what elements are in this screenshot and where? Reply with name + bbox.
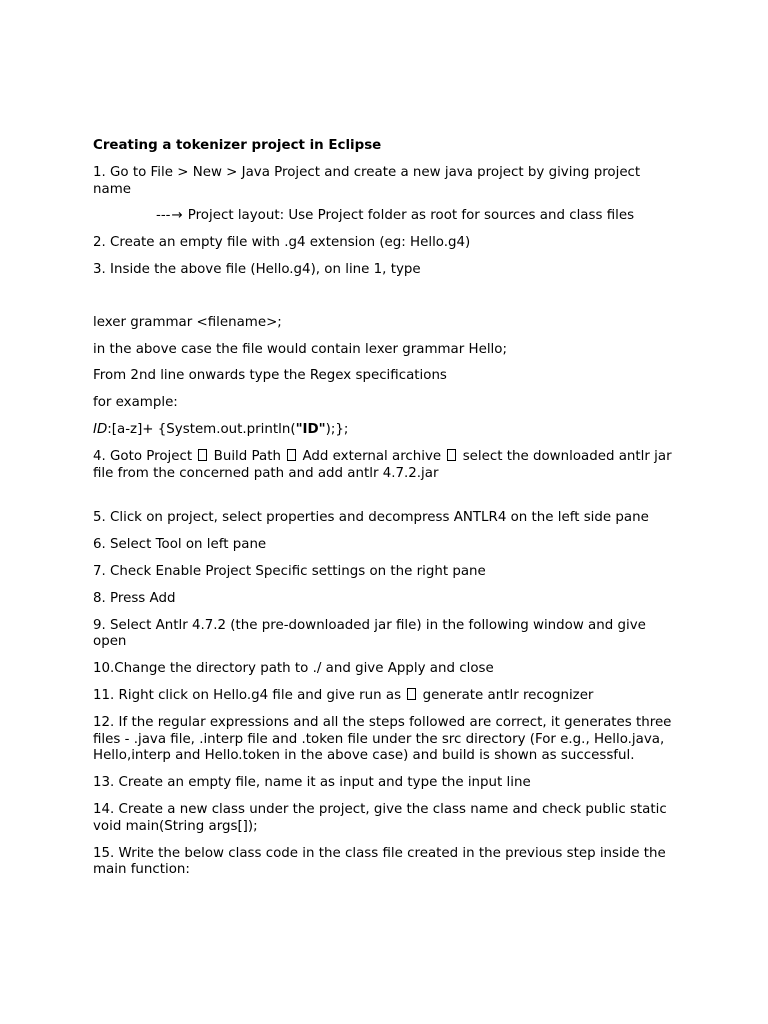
lexer-line: lexer grammar <filename>;	[93, 314, 282, 330]
step-1-sub	[93, 208, 678, 225]
step-4-part-d: select the downloaded antlr jar file from the concerned path and add antlr 4.7.2.jar	[93, 448, 672, 481]
arrow-right-icon: →	[171, 208, 183, 224]
step-11	[93, 688, 678, 705]
step-1: 1. Go to File > New > Java Project and create a new java project by giving project name	[93, 164, 641, 197]
step-12: 12. If the regular expressions and all the steps followed are correct, it generates three files - .java file, .interp file and .token file under the src directory (For e.g., Hello.java, Hello,interp and Hello.token in the above case) and build is shown as successful.	[93, 714, 672, 764]
step-9: 9. Select Antlr 4.7.2 (the pre-downloaded jar file) in the following window and give open	[93, 617, 646, 650]
step-4-part-b: Build Path	[213, 448, 281, 464]
missing-glyph-icon	[198, 449, 207, 461]
document-page	[93, 138, 678, 889]
missing-glyph-icon	[447, 449, 456, 461]
code-example	[93, 422, 678, 439]
step-5: 5. Click on project, select properties and decompress ANTLR4 on the left side pane	[93, 510, 649, 526]
step-8: 8. Press Add	[93, 590, 176, 606]
code-string: "ID"	[295, 421, 326, 437]
code-token-id: ID	[93, 421, 108, 437]
step-11-part-b: generate antlr recognizer	[422, 687, 594, 703]
step-2: 2. Create an empty file with .g4 extension (eg: Hello.g4)	[93, 235, 471, 251]
code-body: :[a-z]+ {System.out.println(	[107, 421, 296, 437]
blank-line	[93, 492, 678, 510]
missing-glyph-icon	[287, 449, 296, 461]
step-7: 7. Check Enable Project Specific settings on the right pane	[93, 563, 486, 579]
lexer-case-line: in the above case the file would contain lexer grammar Hello;	[93, 341, 507, 357]
step-11-part-a: 11. Right click on Hello.g4 file and give run as	[93, 687, 402, 703]
step-3: 3. Inside the above file (Hello.g4), on line 1, type	[93, 261, 421, 277]
document-title: Creating a tokenizer project in Eclipse	[93, 138, 382, 153]
step-1-sub-text: Project layout: Use Project folder as root for sources and class files	[183, 208, 635, 224]
missing-glyph-icon	[407, 688, 416, 700]
step-4	[93, 449, 678, 483]
step-10: 10.Change the directory path to ./ and give Apply and close	[93, 661, 494, 677]
step-15: 15. Write the below class code in the class file created in the previous step inside the main function:	[93, 845, 666, 878]
step-4-part-a: 4. Goto Project	[93, 448, 193, 464]
step-14: 14. Create a new class under the project, give the class name and check public static void main(String args[]);	[93, 801, 667, 834]
code-end: );};	[325, 421, 349, 437]
regex-line: From 2nd line onwards type the Regex specifications	[93, 368, 447, 384]
step-4-part-c: Add external archive	[302, 448, 442, 464]
step-13: 13. Create an empty file, name it as input and type the input line	[93, 775, 531, 791]
step-1-sub-prefix: ---	[156, 208, 171, 224]
blank-line	[93, 289, 678, 315]
example-line: for example:	[93, 395, 178, 411]
step-6: 6. Select Tool on left pane	[93, 537, 267, 553]
